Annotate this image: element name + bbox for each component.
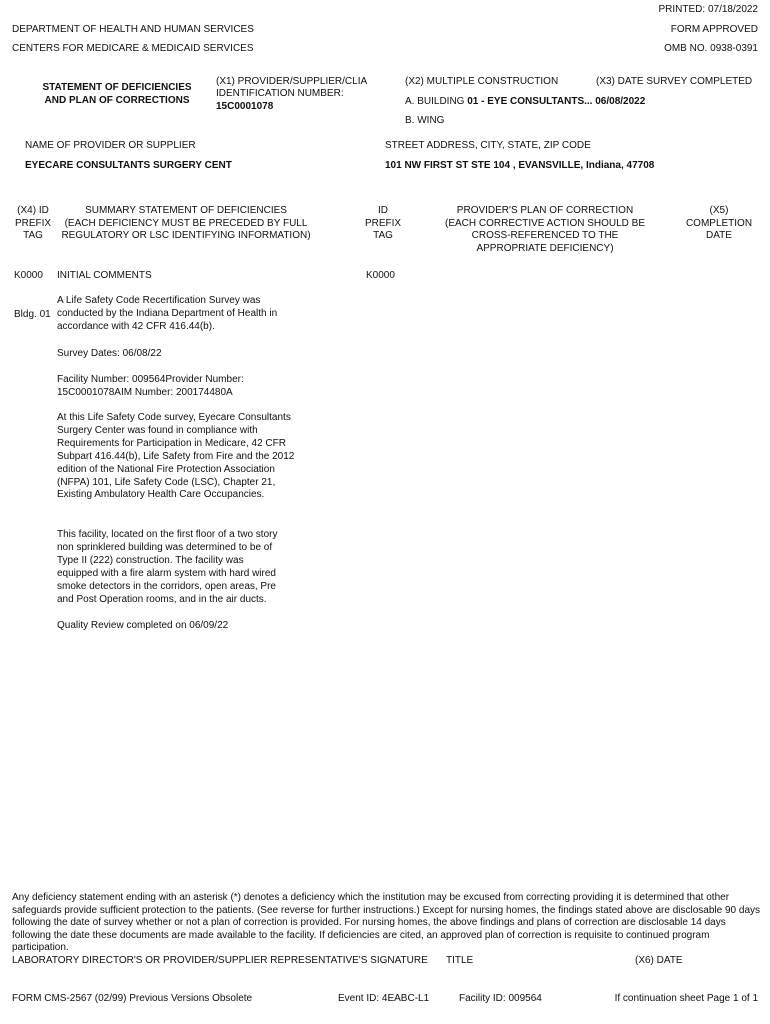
paragraph-survey: A Life Safety Code Recertification Survey was conducted by the Indiana Department of Health in accordance with 42 CFR 416.44(b).: [57, 295, 278, 332]
paragraph-facility-number: Facility Number: 009564Provider Number: 15C0001078AIM Number: 200174480A: [57, 374, 244, 398]
omb-number: OMB NO. 0938-0391: [664, 43, 758, 54]
building-prefix: A. BUILDING: [405, 96, 465, 107]
x4-header: (X4) ID PREFIX TAG: [14, 205, 52, 242]
signature-label: LABORATORY DIRECTOR'S OR PROVIDER/SUPPLIER REPRESENTATIVE'S SIGNATURE: [12, 955, 428, 966]
form-number: FORM CMS-2567 (02/99) Previous Versions Obsolete: [12, 993, 253, 1004]
paragraph-compliance: At this Life Safety Code survey, Eyecare Consultants Surgery Center was found in compliance with Requirements for Participation in Medicare, 42 CFR Subpart 416.44(b), Life Safety from Fire and the 2012 edition of the National Fire Protection Association (NFPA) 101, Life Safety Code (LSC), Chapter 21, Existing Ambulatory Health Care Occupancies.: [57, 412, 295, 501]
building-tag: Bldg. 01: [14, 309, 51, 320]
id-header: ID PREFIX TAG: [364, 205, 402, 242]
event-id: Event ID: 4EABC-L1: [338, 993, 430, 1004]
statement-title-line1: STATEMENT OF DEFICIENCIES: [42, 82, 192, 93]
x3-label: (X3) DATE SURVEY COMPLETED: [596, 76, 753, 87]
street-address-label: STREET ADDRESS, CITY, STATE, ZIP CODE: [385, 140, 591, 151]
plan-header: PROVIDER'S PLAN OF CORRECTION (EACH CORRECTIVE ACTION SHOULD BE CROSS-REFERENCED TO THE APPROPRIATE DEFICIENCY): [444, 205, 646, 255]
printed-date: PRINTED: 07/18/2022: [658, 4, 758, 15]
disclaimer-text: Any deficiency statement ending with an asterisk (*) denotes a deficiency which the institution may be excused from correcting providing it is determined that other safeguards provide sufficient protection to the patients. (See reverse for further instructions.) Except for nursing homes, the findings stated above are disclosable 90 days following the date of survey whether or not a plan of correction is provided. For nursing homes, the above findings and plans of correction are disclosable 14 days following the date these documents are made available to the facility. If deficiencies are cited, an approved plan of correction is requisite to continued program participation.: [12, 892, 761, 954]
continuation-sheet: If continuation sheet Page 1 of 1: [614, 993, 758, 1004]
building-value: 01 - EYE CONSULTANTS... 06/08/2022: [467, 96, 646, 107]
tag-right: K0000: [366, 270, 395, 281]
summary-header: SUMMARY STATEMENT OF DEFICIENCIES (EACH DEFICIENCY MUST BE PRECEDED BY FULL REGULATORY OR LSC IDENTIFYING INFORMATION): [61, 205, 311, 242]
form-approved: FORM APPROVED: [670, 24, 758, 35]
x2-wing: B. WING: [405, 115, 445, 126]
x1-label-line2: IDENTIFICATION NUMBER:: [216, 88, 344, 99]
paragraph-facility-description: This facility, located on the first floor of a two story non sprinklered building was determined to be of Type II (222) construction. The facility was equipped with a fire alarm system with hard wired smoke detectors in the corridors, open areas, Pre and Post Operation rooms, and in the air ducts.: [57, 529, 278, 605]
x1-value: 15C0001078: [216, 101, 274, 112]
statement-title-line2: AND PLAN OF CORRECTIONS: [44, 95, 190, 106]
x2-building: [405, 96, 645, 107]
agency-name: CENTERS FOR MEDICARE & MEDICAID SERVICES: [12, 43, 254, 54]
x6-date-label: (X6) DATE: [635, 955, 683, 966]
paragraph-survey-dates: Survey Dates: 06/08/22: [57, 348, 162, 359]
facility-id: Facility ID: 009564: [459, 993, 542, 1004]
provider-name-label: NAME OF PROVIDER OR SUPPLIER: [25, 140, 196, 151]
x5-header: (X5) COMPLETION DATE: [685, 205, 753, 242]
title-label: TITLE: [446, 955, 474, 966]
initial-comments: INITIAL COMMENTS: [57, 270, 152, 281]
paragraph-quality-review: Quality Review completed on 06/09/22: [57, 620, 229, 631]
provider-name: EYECARE CONSULTANTS SURGERY CENT: [25, 160, 232, 171]
department-name: DEPARTMENT OF HEALTH AND HUMAN SERVICES: [12, 24, 254, 35]
x1-label-line1: (X1) PROVIDER/SUPPLIER/CLIA: [216, 76, 368, 87]
x2-label: (X2) MULTIPLE CONSTRUCTION: [405, 76, 559, 87]
tag-left: K0000: [14, 270, 43, 281]
street-address: 101 NW FIRST ST STE 104 , EVANSVILLE, Indiana, 47708: [385, 160, 655, 171]
